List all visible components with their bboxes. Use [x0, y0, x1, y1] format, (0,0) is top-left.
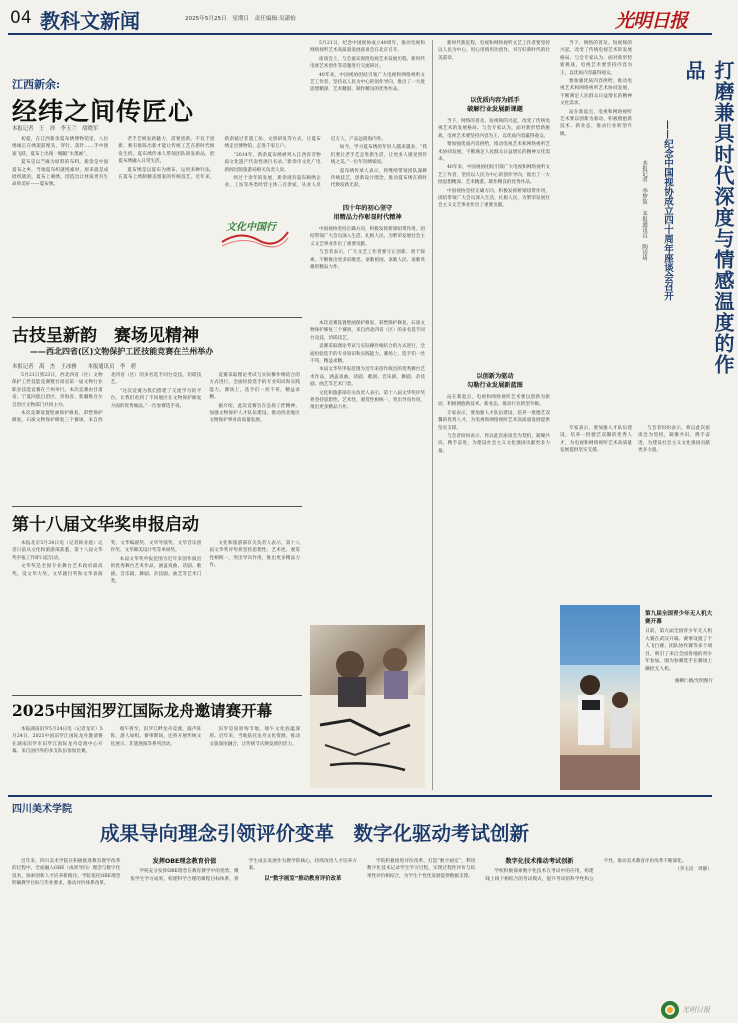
- paragraph: 与会者纷纷表示，将以此次座谈会为契机，凝聚共识、携手奋进，为建设社会主义文化强国贡献更多力量。: [438, 434, 550, 454]
- article-body: [12, 540, 300, 690]
- paragraph: 本届文华奖申报范围为近年来创作演出的优秀舞台艺术作品，涵盖戏曲、话剧、歌剧、音乐剧、舞剧、杂技剧、曲艺等艺术门类。: [110, 556, 202, 585]
- app-logo-icon: [660, 1000, 680, 1020]
- paragraph: 本报北京5月24日电（记者韩业庭）记者日前从文化和旅游部获悉，第十八届文华奖申报工作即日起启动。: [12, 541, 103, 561]
- paragraph: 中国视协坚持正确方向，积极发挥桥梁纽带作用，团结带领广大会员深入生活、扎根人民，为繁荣发展社会主义文艺事业作出了重要贡献。: [310, 227, 425, 247]
- vertical-subtitle: ——纪念中国视协成立四十周年座谈会召开: [662, 120, 673, 301]
- paragraph: 要加强优质内容供给，推动电视艺术和网络视听艺术协同发展，不断满足人民群众日益增长的精神文化需求。: [560, 79, 632, 107]
- watermark-text: 光明日报: [682, 1006, 710, 1014]
- photo-caption: [645, 610, 713, 790]
- article-title: 成果导向理念引领评价变革 数字化驱动考试创新: [100, 822, 530, 845]
- paragraph: 40年来，中国视协团结引领广大电视和网络视听文艺工作者，坚持以人民为中心的创作导向，推出了一大批思想精深、艺术精湛、制作精良的优秀作品。: [310, 72, 425, 93]
- paragraph: 座谈会上，与会嘉宾围绕电视艺术发展历程、新时代电视艺术创作等话题进行交流研讨。: [310, 56, 425, 70]
- article-byline: 本报记者 禹 杰 王冰雅 本报通讯员 李 碧: [12, 364, 136, 370]
- divider: [12, 695, 302, 696]
- paragraph: “2014年，新余夏布绣被列入江西省非物质文化遗产代表性项目名录。”新余市文化广电新闻出版旅游局相关负责人说。: [224, 152, 321, 173]
- bottom-section-rule: [8, 795, 712, 797]
- section-subhead: 以“数字画室”推动教育评价改革: [264, 875, 342, 882]
- section-subhead: 发挥OBE理念教育价值: [152, 858, 217, 865]
- paragraph: 要加强优质内容供给，推动电视艺术和网络视听艺术协同发展，不断满足人民群众日益增长的精神文化需求。: [438, 142, 550, 163]
- paragraph: 5月21日，纪念中国视协成立40周年，推动电视和网络视听艺术高质量发展座谈会在北京召开。: [310, 41, 425, 54]
- vertical-title: 打磨兼具时代深度与情感温度的作品: [682, 60, 735, 375]
- paragraph: 当下，网络的普及、短视频的兴起，改变了传统电视艺术的发展格局。与会专家认为，面对新形势新挑战，电视艺术要坚持内容为王，以优质内容赢得观众。: [438, 119, 550, 139]
- paragraph: 端午将至，汨罗江畔龙舟竞渡，鼓声阵阵，游人如织。赛事期间，还将开展传统文化展示、非遗展演等系列活动。: [110, 727, 202, 747]
- paragraph: 与会者纷纷表示，将以此次座谈会为契机，凝聚共识、携手奋进，为建设社会主义文化强国贡献更多力量。: [638, 426, 710, 454]
- section-subhead: 四十年的初心坚守 用精品力作彰显时代精神: [333, 205, 402, 221]
- masthead-logo: 光明日报: [615, 10, 688, 32]
- paragraph: 本报湖南汨罗5月24日电（记者龙军）5月24日，2025中国汨罗江国际龙舟邀请赛在湖南汨罗市汨罗江国际龙舟竞渡中心开幕。来自国内外的多支队伍参加比赛。: [12, 727, 103, 755]
- paragraph: 5月21日到23日，西北四省（区）文物保护工匠技能竞赛暨甘肃省第一届文物行业职业技能竞赛在兰州举行。本次竞赛由甘肃省、宁夏回族自治区、青海省、新疆维吾尔自治区文物部门共同主办。: [12, 373, 103, 408]
- paragraph: 本次竞赛设置壁画保护修复、彩塑保护修复、石质文物保护修复三个赛项，来自西北四省（区）的多名选手同台竞技，切磋技艺。: [12, 373, 202, 424]
- article-author: （李玉洁 周静）: [675, 867, 712, 873]
- right-lower-body: [560, 425, 710, 600]
- paragraph: 本届文华奖申报范围为近年来创作演出的优秀舞台艺术作品，涵盖戏曲、话剧、歌剧、音乐剧、舞剧、杂技剧、曲艺等艺术门类。: [310, 367, 425, 388]
- footer-watermark: [660, 1000, 716, 1020]
- divider: [12, 317, 302, 318]
- paragraph: 文化和旅游部有关负责人表示，第十八届文华奖评奖将坚持思想性、艺术性、观赏性相统一，突出导向作用，推出更多精品力作。: [310, 390, 425, 411]
- paragraph: 初夏，在江西新余夏布绣博物馆里，八位绣娘正在绣架前埋头，穿针、落针……手中图案飞跃，夏布上出现一幅幅“水墨画”。: [12, 137, 109, 157]
- page-header: [0, 0, 720, 34]
- column-body: [438, 40, 550, 90]
- article-title: 古技呈新韵 赛场见精神: [12, 326, 199, 346]
- page-number: 04: [10, 8, 32, 28]
- calligraphy-scene-icon: [310, 625, 425, 788]
- paragraph: 文华奖是全国专业舞台艺术政府最高奖，设文华大奖、文华剧目奖和文华表演奖、文华编剧奖、文华导演奖、文华音乐创作奖、文华舞美设计奖等单项奖。: [12, 541, 202, 577]
- section-body: [438, 394, 550, 604]
- paragraph: 据介绍，此次竞赛旨在弘扬工匠精神，加强文物保护人才队伍建设，推动西北地区文物保护事业高质量发展。: [209, 403, 300, 424]
- paragraph: 学校积极探索数字化技术在考试中的应用，构建线上线下相结合的考试模式，提升考试的科学性和公平性，推动美术教育评价改革不断深化。: [485, 859, 687, 882]
- drone-photo: [560, 605, 640, 790]
- section-subhead: 以优质内容为抓手 破解行业发展新课题: [467, 97, 523, 113]
- paragraph: 老手艺焕发新魅力，需要创新。不仅于创新，唯有推陈出新才能让传统工艺在新时代焕发生机。夏布绣传承人带领团队研发新品，把夏布绣融入日常生活。: [118, 137, 215, 165]
- header-rule: [8, 33, 712, 35]
- photo-credit: 谢柳仁摄/光明图片: [674, 678, 713, 684]
- paragraph: 新时代新征程，电视和网络视听文艺工作者要坚持以人民为中心，用心用情用功创作，书写好新时代的壮美篇章。: [438, 41, 550, 61]
- paragraph: 40年来，中国视协团结引领广大电视和网络视听文艺工作者，坚持以人民为中心的创作导向，推出了一大批思想精深、艺术精湛、制作精良的优秀作品。: [438, 165, 550, 186]
- article-body: [12, 726, 300, 788]
- date-line: 2025年5月25日 星期日 责任编辑:吴潇怡: [185, 16, 296, 22]
- paragraph: 夏布绣传承人表示，将继续带领团队深耕传统技艺，创新设计理念，推动夏布绣在新时代焕发新光彩。: [330, 168, 427, 189]
- paragraph: 竞赛采取理论考试与实际操作相结合的方式进行，全面检验选手的专业知识和实践能力。赛场上，选手们一丝不苟，精益求精。: [209, 373, 300, 401]
- paragraph: 学院积极推进评价改革，打造“数字画室”，利用数字化技术记录学生学习过程，实现过程性评价与结果性评价相结合，为学生个性化发展提供数据支撑。: [366, 859, 476, 879]
- culture-china-logo: [220, 210, 290, 250]
- article-subtitle: ——西北四省(区)文物保护工匠技能竞赛在兰州举办: [30, 347, 214, 356]
- paragraph: “这次竞赛为我们搭建了交流学习的平台，让我们看到了不同地区在文物保护修复方面的优秀做法。”一位参赛选手说。: [110, 388, 202, 409]
- section-subhead: 以创新为驱动 勾勒行业发展新蓝图: [467, 373, 523, 389]
- calligraphy-photo: [310, 625, 425, 788]
- paragraph: 汨罗是屈原殉节地，端午文化底蕴深厚。近年来，当地依托龙舟文化资源，推动文旅深度融合，让传统节庆焕发新的活力。: [209, 727, 300, 747]
- paragraph: 经过十余年的发展，新余现有夏布刺绣企业、工坊等各类经营主体三百余家，从业人员近万人，产品远销海内外。: [224, 137, 386, 189]
- section-title: 教科文新闻: [40, 9, 140, 33]
- paragraph: 近年来，四川美术学院在积极推进教育教学改革的过程中，全面融入OBE（成果导向）理念与数字化技术，探索创新人才培养新路径。学院依托OBE理念明确教学目标与毕业要求，推动评价体系改革。: [12, 859, 121, 887]
- section-label: 四川美术学院: [12, 804, 72, 815]
- article-body: [12, 372, 300, 502]
- article-byline: 本报记者 王 沛 李玉兰 胡晓军: [12, 126, 99, 132]
- paragraph: 站在新起点，电视和网络视听艺术要以创新为驱动，积极拥抱新技术、新业态，推动行业转型升级。: [438, 395, 550, 408]
- paragraph: 夏布是以苎麻为原料的布料。新余是中国夏布之乡，当地夏布织就纯素时，原来就是成批织就的，夏布上刺绣，创造出让材质更有生命的美好——夏布绣。: [12, 160, 109, 188]
- paragraph: 当下，网络的普及、短视频的兴起，改变了传统电视艺术的发展格局。与会专家认为，面对新形势新挑战，电视艺术要坚持内容为王，以优质内容赢得观众。: [560, 41, 632, 76]
- divider: [12, 506, 302, 507]
- right-column-body: [560, 40, 632, 420]
- section-body: [438, 118, 550, 358]
- drone-scene-icon: [560, 605, 640, 790]
- intro-body: [310, 40, 425, 205]
- article-body: [12, 858, 712, 1008]
- paragraph: 本次竞赛设置壁画保护修复、彩塑保护修复、石质文物保护修复三个赛项，来自西北四省（区）的多名选手同台竞技，切磋技艺。: [310, 321, 425, 341]
- article-title: 2025中国汨罗江国际龙舟邀请赛开幕: [12, 701, 273, 720]
- article-title: 第十八届文华奖申报启动: [12, 515, 199, 535]
- paragraph: 学校充分发挥OBE理念在教育教学中的优势，聚焦学生学习成果，构建科学合理的课程目标体系，将学生成长发展作为教学的核心，持续改进人才培养方案。: [130, 859, 357, 882]
- paragraph: 中国视协坚持正确方向，积极发挥桥梁纽带作用，团结带领广大会员深入生活、扎根人民，为繁荣发展社会主义文艺事业作出了重要贡献。: [438, 188, 550, 209]
- paragraph: 竞赛采取理论考试与实际操作相结合的方式进行，全面检验选手的专业知识和实践能力。赛场上，选手们一丝不苟，精益求精。: [310, 344, 425, 365]
- paragraph: 文化和旅游部有关负责人表示，第十八届文华奖评奖将坚持思想性、艺术性、观赏性相统一，突出导向作用，推出更多精品力作。: [209, 541, 300, 569]
- paragraph: 专家表示，要加强人才队伍建设，培养一批德艺双馨的优秀人才，为电视和网络视听艺术高质量发展提供坚实支撑。: [438, 410, 550, 431]
- caption-title: 第九届全国青少年无人机大赛开幕: [645, 611, 713, 625]
- paragraph: 如今，学习夏布绣的年轻人越来越多。“我们要让老手艺走进新生活，让更多人感受到传统之美。”一位年轻绣娘说。: [330, 145, 427, 166]
- paragraph: 与会者表示，广大文艺工作者要守正创新、勇于探索，不断推出更多讴歌党、讴歌祖国、讴歌人民、讴歌英雄的精品力作。: [310, 250, 425, 271]
- column-rule: [432, 40, 433, 790]
- continuation-text: [310, 320, 425, 620]
- paragraph: 站在新起点，电视和网络视听艺术要以创新为驱动，积极拥抱新技术、新业态，推动行业转型升级。: [560, 109, 632, 137]
- paragraph: 夏布绣是以夏布为绣布，运用多种针法，在夏布上绣制精美图案的传统技艺。近年来，新余通过非遗工坊、文创研发等方式，让夏布绣走出博物馆、走进千家万户。: [118, 137, 321, 181]
- paragraph: 专家表示，要加强人才队伍建设，培养一批德艺双馨的优秀人才，为电视和网络视听艺术高质量发展提供坚实支撑。: [560, 426, 632, 454]
- section-subhead: 数字化技术推动考试创新: [505, 858, 574, 865]
- section-body: [310, 226, 425, 316]
- article-title: 经纬之间传匠心: [12, 97, 195, 126]
- caption-text: 日前，第九届全国青少年无人机大赛在武汉开幕。赛事设置了个人飞行赛、团队协作赛等多个项目，吸引了来自全国各地的青少年参加。图为参赛选手在赛场上操控无人机。: [645, 629, 713, 672]
- article-kicker: 江西新余:: [12, 78, 61, 91]
- logo-text: 文化中国行: [226, 222, 276, 233]
- vertical-byline: 本报记者 李梦笛 本报通讯员 陶诗琦: [641, 160, 647, 261]
